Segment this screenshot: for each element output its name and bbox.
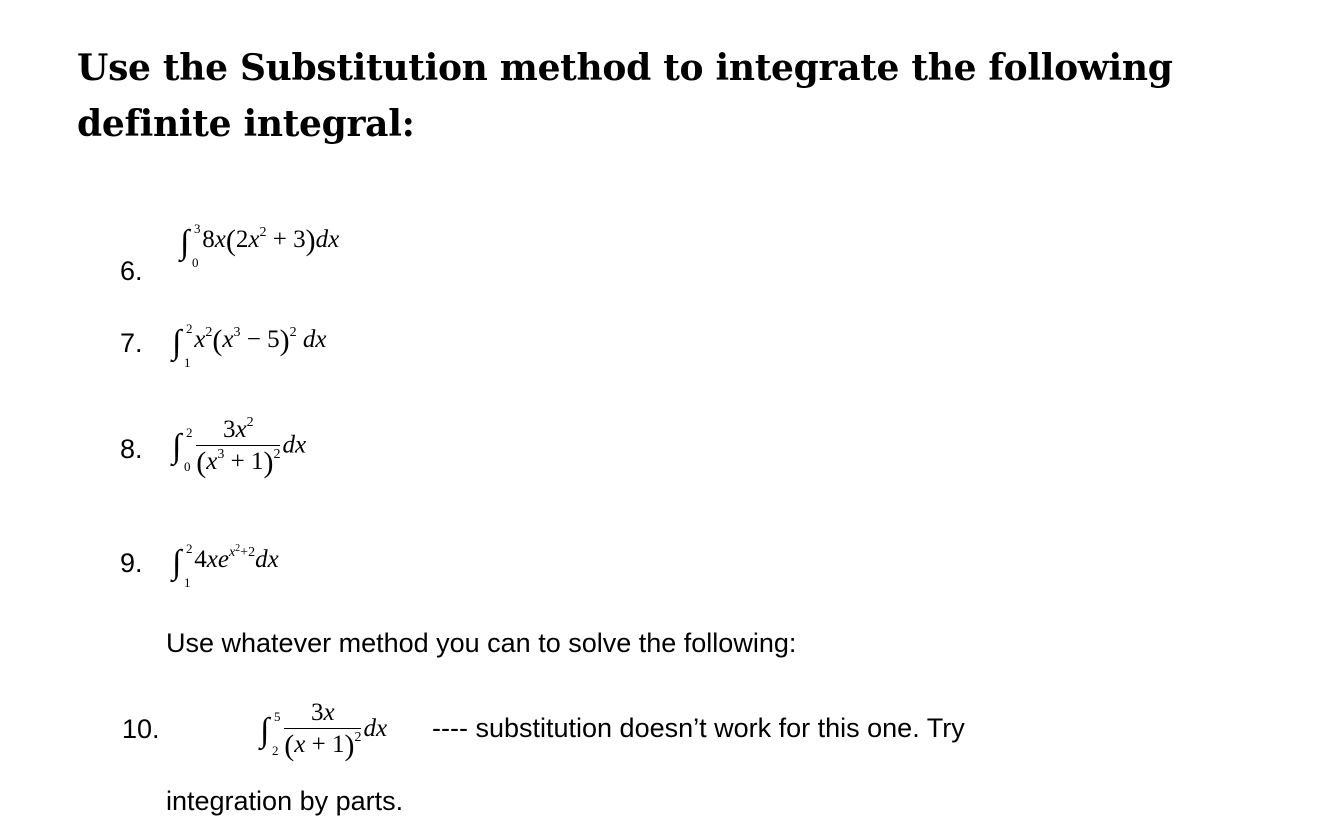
problem-7-number: 7. bbox=[120, 328, 143, 358]
problem-6-number: 6. bbox=[120, 256, 143, 286]
lower-limit: 1 bbox=[184, 575, 191, 590]
lower-limit: 0 bbox=[184, 459, 191, 474]
upper-limit: 2 bbox=[186, 541, 193, 556]
upper-limit: 2 bbox=[186, 425, 193, 440]
upper-limit: 2 bbox=[186, 321, 193, 336]
problem-7-integral: ∫ 2 1 $x^2(x^3 - 5)^2$ dx bbox=[172, 321, 327, 370]
problem-10-note-continued: integration by parts. bbox=[166, 786, 404, 816]
problem-10-note: ---- substitution doesn’t work for this one. Try bbox=[432, 713, 965, 743]
problem-10-integral: ∫ 5 2 $\frac{3x}{(x + 1)^2}$ dx bbox=[260, 699, 388, 762]
problem-9-integral: ∫ 2 1 $4xe^{x^2+2}dx$ bbox=[172, 541, 279, 590]
page-heading: Use the Substitution method to integrate the following definite integral: bbox=[77, 47, 1173, 145]
problem-8-number: 8. bbox=[120, 434, 143, 464]
lower-limit: 2 bbox=[272, 742, 279, 758]
upper-limit: 3 bbox=[194, 221, 201, 236]
section-instruction: Use whatever method you can to solve the following: bbox=[166, 628, 797, 658]
problem-6-integral: ∫ 3 0 $8x(2x^2 + 3)dx$ bbox=[180, 221, 340, 270]
problem-10-number: 10. bbox=[122, 714, 160, 744]
lower-limit: 1 bbox=[184, 355, 191, 370]
lower-limit: 0 bbox=[192, 255, 199, 270]
problem-9-number: 9. bbox=[120, 548, 143, 578]
problem-8-integral: ∫ 2 0 $\frac{3x^2}{(x^3 + 1)^2}$ dx bbox=[172, 415, 307, 479]
upper-limit: 5 bbox=[274, 708, 281, 724]
